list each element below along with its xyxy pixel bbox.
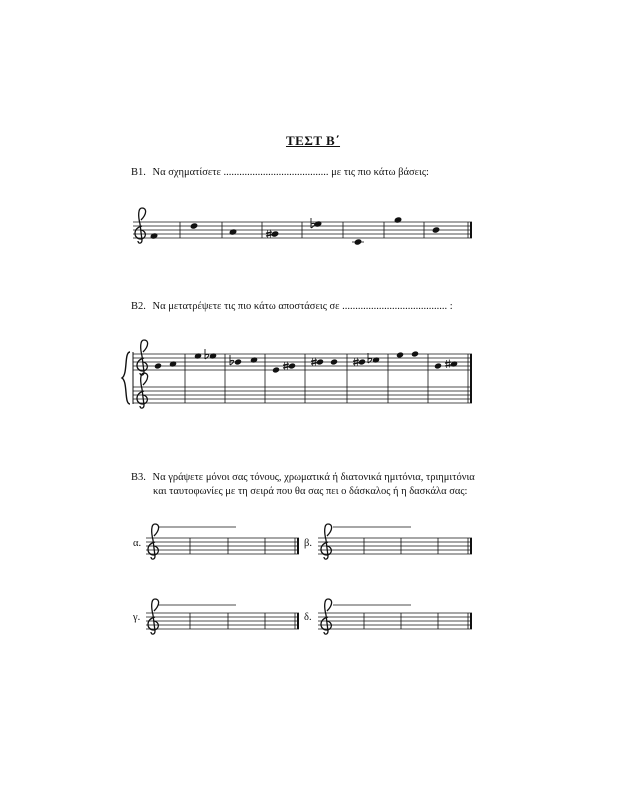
question-b1-text: Να σχηματίσετε ........................................ με τις πιο κάτω βάσεις:	[152, 167, 429, 178]
part-label-b: β.	[304, 538, 312, 549]
note	[358, 358, 366, 365]
note	[271, 230, 280, 237]
note	[411, 350, 419, 357]
part-label-d: δ.	[304, 612, 312, 623]
note	[432, 226, 441, 233]
note	[154, 362, 162, 369]
note	[169, 360, 177, 367]
note	[434, 362, 442, 369]
note	[316, 358, 324, 365]
staff-b3-c	[146, 599, 299, 634]
flat-icon	[311, 218, 315, 228]
note	[190, 222, 199, 229]
sharp-icon	[445, 360, 451, 369]
note	[150, 232, 159, 239]
question-b1-number: Β1.	[131, 167, 146, 178]
part-label-a: α.	[133, 538, 142, 549]
staff-b2	[122, 340, 472, 408]
note	[272, 366, 280, 373]
part-label-c: γ.	[133, 612, 141, 623]
question-b3-text-line1: Να γράψετε μόνοι σας τόνους, χρωματικά ή διατονικά ημιτόνια, τριημιτόνια	[152, 472, 475, 483]
staff-b3-d	[318, 599, 472, 634]
note	[250, 356, 258, 363]
note	[354, 238, 363, 245]
question-b3-text-line2: και ταυτοφωνίες με τη σειρά που θα σας πει ο δάσκαλος ή η δασκάλα σας:	[153, 486, 468, 497]
note	[396, 351, 404, 358]
note	[229, 228, 238, 235]
note	[330, 358, 338, 365]
staff-b3-b	[318, 524, 472, 559]
brace-icon	[122, 352, 130, 404]
note	[209, 352, 217, 359]
question-b2-text: Να μετατρέψετε τις πιο κάτω αποστάσεις σε ........................................ :	[152, 301, 453, 312]
staff-b1	[133, 208, 472, 246]
flat-icon	[230, 355, 234, 365]
question-b3-number: Β3.	[131, 472, 146, 483]
note	[314, 220, 323, 227]
note	[234, 358, 242, 365]
note	[372, 356, 380, 363]
note	[450, 360, 458, 367]
page-title: ΤΕΣΤ Β΄	[285, 133, 341, 148]
note	[288, 362, 296, 369]
note	[194, 352, 202, 359]
staff-b3-a	[146, 524, 299, 559]
question-b2-number: Β2.	[131, 301, 146, 312]
note	[394, 216, 403, 223]
